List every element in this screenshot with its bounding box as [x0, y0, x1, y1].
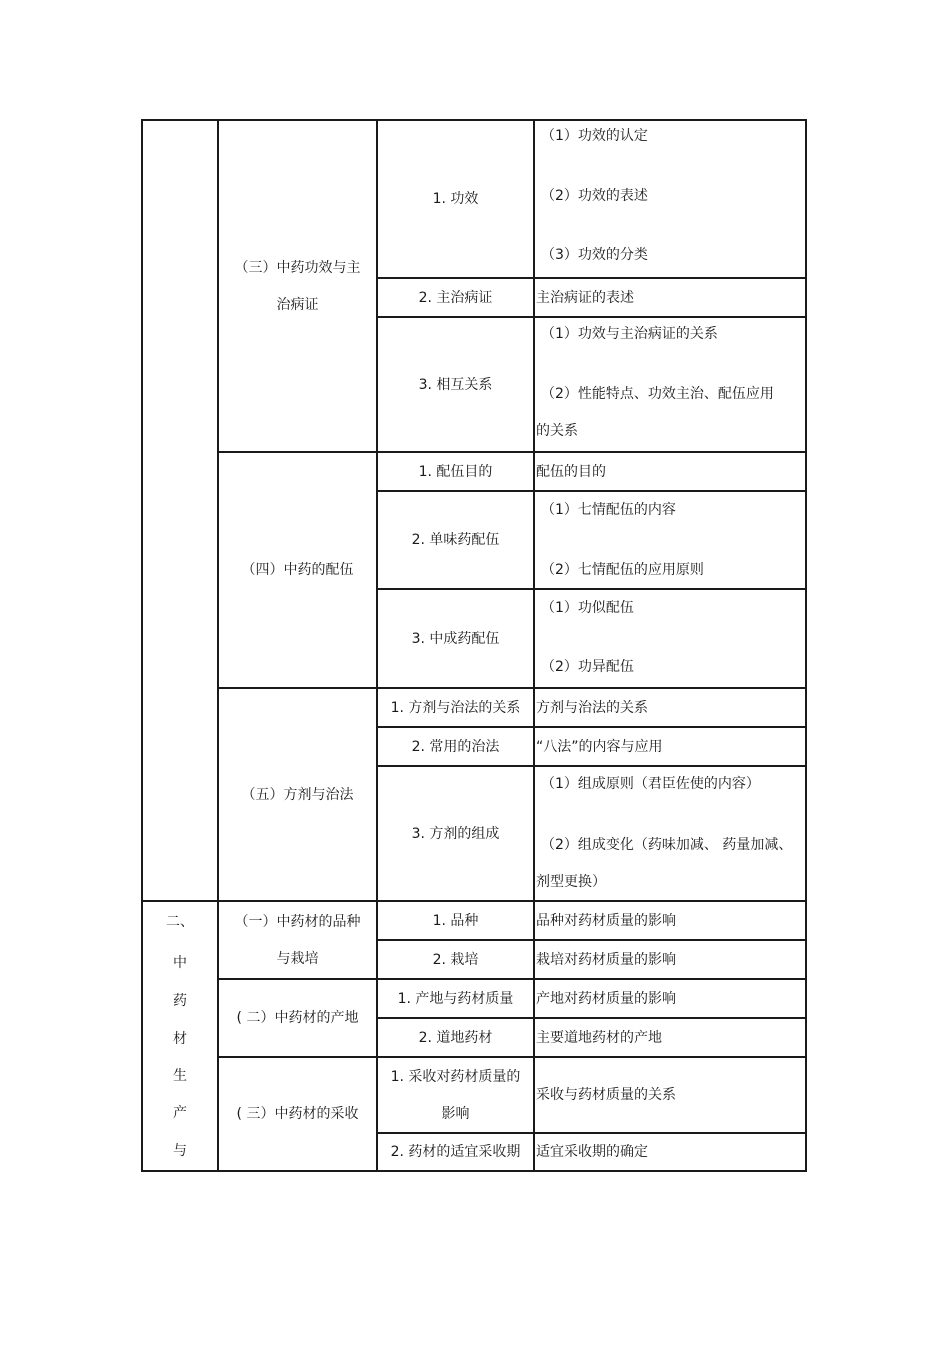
group-label: （四）中药的配伍: [241, 562, 354, 578]
row-divider: [376, 1132, 807, 1134]
row-divider: [376, 588, 807, 590]
chapter-label-char: 药: [173, 993, 187, 1009]
item-cell: 2. 单味药配伍: [411, 532, 500, 548]
chapter-label-char: 二、: [166, 914, 194, 930]
row-divider: [376, 1170, 807, 1172]
item-cell: 1. 配伍目的: [418, 464, 493, 480]
content-cell: 主要道地药材的产地: [536, 1030, 662, 1046]
group-label: 治病证: [276, 297, 319, 313]
content-cell: 主治病证的表述: [536, 290, 634, 306]
content-line: （2）性能特点、功效主治、配伍应用: [541, 386, 774, 402]
group-label: （一）中药材的品种: [234, 914, 361, 930]
table-left-border: [141, 120, 143, 1172]
content-line: （2）功效的表述: [541, 188, 648, 204]
row-divider: [376, 277, 807, 279]
row-divider: [376, 1056, 807, 1058]
group-label: ( 二）中药材的产地: [236, 1010, 359, 1026]
content-line: （1）七情配伍的内容: [541, 502, 676, 518]
content-cell: 适宜采收期的确定: [536, 1144, 648, 1160]
column-divider: [217, 120, 219, 1172]
chapter-label-char: 生: [173, 1068, 187, 1084]
item-cell: 2. 常用的治法: [411, 739, 500, 755]
group-label: ( 三）中药材的采收: [236, 1106, 359, 1122]
chapter-label-char: 中: [173, 955, 187, 971]
chapter-label-char: 产: [173, 1105, 187, 1121]
group-label: （三）中药功效与主: [234, 260, 361, 276]
item-cell: 1. 产地与药材质量: [397, 991, 514, 1007]
row-divider: [376, 765, 807, 767]
group-label: （五）方剂与治法: [241, 787, 354, 803]
content-cell: “八法”的内容与应用: [536, 739, 663, 755]
content-line: （1）功效的认定: [541, 128, 648, 144]
item-cell: 影响: [441, 1106, 470, 1122]
content-line: 的关系: [536, 423, 578, 439]
row-divider: [376, 451, 807, 453]
row-divider: [376, 687, 807, 689]
item-cell: 3. 中成药配伍: [411, 631, 500, 647]
content-line: （1）功效与主治病证的关系: [541, 326, 718, 342]
content-cell: 方剂与治法的关系: [536, 700, 648, 716]
item-cell: 2. 主治病证: [418, 290, 493, 306]
table-top-border: [141, 119, 807, 121]
item-cell: 2. 栽培: [432, 952, 479, 968]
row-divider: [376, 939, 807, 941]
item-cell: 2. 道地药材: [418, 1030, 493, 1046]
content-cell: 采收与药材质量的关系: [536, 1087, 676, 1103]
content-cell: 产地对药材质量的影响: [536, 991, 676, 1007]
content-line: （1）组成原则（君臣佐使的内容）: [541, 776, 760, 792]
item-cell: 3. 方剂的组成: [411, 826, 500, 842]
row-divider: [376, 978, 807, 980]
content-line: （2）组成变化（药味加减、 药量加减、: [541, 837, 793, 853]
content-line: 剂型更换）: [536, 874, 606, 890]
group-label: 与栽培: [276, 951, 319, 967]
item-cell: 3. 相互关系: [418, 377, 493, 393]
item-cell: 1. 品种: [432, 913, 479, 929]
content-cell: 栽培对药材质量的影响: [536, 952, 676, 968]
chapter-label-char: 材: [173, 1031, 187, 1047]
item-cell: 1. 采收对药材质量的: [390, 1069, 521, 1085]
item-cell: 2. 药材的适宜采收期: [390, 1144, 521, 1160]
row-divider: [376, 490, 807, 492]
content-line: （2）功异配伍: [541, 659, 634, 675]
content-line: （1）功似配伍: [541, 600, 634, 616]
item-cell: 1. 方剂与治法的关系: [390, 700, 521, 716]
content-cell: 品种对药材质量的影响: [536, 913, 676, 929]
content-cell: 配伍的目的: [536, 464, 606, 480]
row-divider: [376, 900, 807, 902]
content-line: （3）功效的分类: [541, 247, 648, 263]
content-line: （2）七情配伍的应用原则: [541, 562, 704, 578]
row-divider: [376, 316, 807, 318]
row-divider: [376, 726, 807, 728]
row-divider: [376, 1017, 807, 1019]
item-cell: 1. 功效: [432, 191, 479, 207]
chapter-label-char: 与: [173, 1143, 187, 1159]
